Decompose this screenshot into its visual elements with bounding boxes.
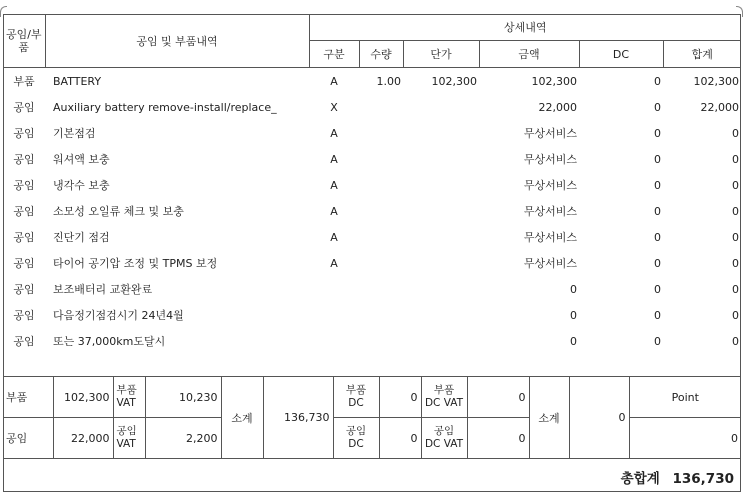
row-kind [309, 328, 359, 354]
row-kind: A [330, 74, 338, 88]
row-description: 진단기 점검 [53, 231, 110, 244]
row-amount: 0 [570, 334, 577, 348]
table-row [3, 198, 741, 224]
summary-subtotal-label: 소계 [221, 377, 263, 459]
row-description: 소모성 오일류 체크 및 보충 [53, 205, 184, 218]
row-dc: 0 [654, 308, 661, 322]
row-dc: 0 [654, 152, 661, 166]
row-amount: 무상서비스 [523, 231, 577, 244]
detail-rows [3, 68, 741, 355]
row-kind: A [330, 152, 338, 166]
row-unit-price [403, 328, 479, 354]
summary-dc-subtotal-label: 소계 [529, 377, 569, 459]
row-total: 102,300 [693, 74, 740, 88]
row-amount: 0 [570, 282, 577, 296]
row-total: 0 [732, 178, 740, 192]
grand-total [613, 467, 734, 487]
row-unit-price [403, 120, 479, 146]
row-type: 공임 [13, 179, 35, 192]
row-qty [359, 328, 403, 354]
table-row [3, 94, 741, 120]
row-description: Auxiliary battery remove-install/replace_ [53, 100, 277, 114]
summary-labor-dc-label: 공임 DC [333, 418, 379, 459]
row-unit-price [403, 198, 479, 224]
table-row [3, 276, 741, 302]
row-total: 0 [732, 282, 740, 296]
row-description: 다음정기점검시기 24년4월 [53, 309, 184, 322]
summary-parts-value: 102,300 [53, 377, 113, 418]
row-qty: 1.00 [376, 74, 401, 88]
row-type: 공임 [13, 257, 35, 270]
row-amount: 무상서비스 [523, 205, 577, 218]
summary-parts-dc-vat-value: 0 [467, 377, 529, 418]
row-type: 공임 [13, 127, 35, 140]
row-dc: 0 [654, 256, 661, 270]
row-dc: 0 [654, 126, 661, 140]
row-qty [359, 276, 403, 302]
row-type: 공임 [13, 205, 35, 218]
row-description: 타이어 공기압 조정 및 TPMS 보정 [53, 257, 218, 270]
table-row [3, 68, 741, 95]
header-details: 상세내역 [309, 14, 741, 41]
summary-parts-dc-value: 0 [379, 377, 421, 418]
row-kind: A [330, 204, 338, 218]
bottom-divider [3, 491, 741, 492]
row-type: 공임 [13, 283, 35, 296]
summary-dc-subtotal-value: 0 [569, 377, 629, 459]
row-type: 공임 [13, 335, 35, 348]
row-unit-price [403, 146, 479, 172]
row-dc: 0 [654, 230, 661, 244]
summary-parts-vat-label: 부품 VAT [113, 377, 145, 418]
summary-table [3, 376, 741, 459]
row-total: 0 [732, 152, 740, 166]
row-type: 공임 [13, 101, 35, 114]
row-amount: 0 [570, 308, 577, 322]
row-unit-price [403, 94, 479, 120]
row-qty [359, 224, 403, 250]
table-row [3, 302, 741, 328]
row-total: 22,000 [700, 100, 740, 114]
header-total: 합계 [663, 41, 741, 68]
summary-row-parts [3, 377, 741, 418]
row-amount: 무상서비스 [523, 153, 577, 166]
row-amount: 102,300 [531, 74, 577, 88]
table-row [3, 328, 741, 354]
row-description: 보조배터리 교환완료 [53, 283, 153, 296]
row-amount: 무상서비스 [523, 257, 577, 270]
summary-labor-dc-vat-label: 공임 DC VAT [421, 418, 467, 459]
grand-total-label: 총합계 [620, 471, 660, 487]
row-amount: 22,000 [538, 100, 577, 114]
grand-total-value: 136,730 [672, 471, 734, 487]
row-kind: A [330, 178, 338, 192]
row-type: 공임 [13, 153, 35, 166]
row-qty [359, 172, 403, 198]
row-kind: A [330, 256, 338, 270]
row-dc: 0 [654, 74, 661, 88]
header-unit-price: 단가 [403, 41, 479, 68]
row-dc: 0 [654, 282, 661, 296]
row-unit-price [403, 224, 479, 250]
row-kind: A [330, 126, 338, 140]
row-type: 공임 [13, 231, 35, 244]
summary-labor-dc-value: 0 [379, 418, 421, 459]
row-kind: A [330, 230, 338, 244]
row-total: 0 [732, 308, 740, 322]
summary-parts-dc-vat-label: 부품 DC VAT [421, 377, 467, 418]
summary-subtotal-value: 136,730 [263, 377, 333, 459]
detail-table [3, 14, 741, 354]
row-unit-price [403, 250, 479, 276]
summary-point-value: 0 [629, 418, 741, 459]
row-dc: 0 [654, 100, 661, 114]
row-description: 냉각수 보충 [53, 179, 110, 192]
summary-labor-vat-value: 2,200 [145, 418, 221, 459]
row-description: 기본점검 [53, 127, 96, 140]
row-qty [359, 94, 403, 120]
row-total: 0 [732, 256, 740, 270]
header-dc: DC [579, 41, 663, 68]
summary-parts-vat-value: 10,230 [145, 377, 221, 418]
header-type: 공임/부품 [3, 14, 45, 68]
row-amount: 무상서비스 [523, 127, 577, 140]
summary-labor-dc-vat-value: 0 [467, 418, 529, 459]
row-total: 0 [732, 126, 740, 140]
row-unit-price [403, 172, 479, 198]
row-unit-price: 102,300 [431, 74, 477, 88]
row-type: 부품 [13, 75, 35, 88]
header-qty: 수량 [359, 41, 403, 68]
row-description: 워셔액 보충 [53, 153, 110, 166]
row-unit-price [403, 302, 479, 328]
summary-labor-value: 22,000 [53, 418, 113, 459]
grand-total-bar [3, 458, 741, 492]
row-qty [359, 250, 403, 276]
summary-row-labor [3, 418, 741, 459]
header-description: 공임 및 부품내역 [45, 14, 309, 68]
header-amount: 금액 [479, 41, 579, 68]
row-type: 공임 [13, 309, 35, 322]
row-qty [359, 120, 403, 146]
table-row [3, 250, 741, 276]
table-row [3, 146, 741, 172]
row-dc: 0 [654, 178, 661, 192]
row-qty [359, 198, 403, 224]
header-kind: 구분 [309, 41, 359, 68]
row-total: 0 [732, 230, 740, 244]
row-description: BATTERY [53, 74, 102, 88]
row-amount: 무상서비스 [523, 179, 577, 192]
row-qty [359, 146, 403, 172]
row-kind: X [330, 100, 338, 114]
row-description: 또는 37,000km도달시 [53, 335, 166, 348]
summary-parts-label: 부품 [3, 377, 53, 418]
summary-point-label: Point [629, 377, 741, 418]
row-kind [309, 302, 359, 328]
summary-labor-label: 공임 [3, 418, 53, 459]
row-total: 0 [732, 334, 740, 348]
summary-parts-dc-label: 부품 DC [333, 377, 379, 418]
row-kind [309, 276, 359, 302]
row-dc: 0 [654, 334, 661, 348]
table-row [3, 120, 741, 146]
row-dc: 0 [654, 204, 661, 218]
row-unit-price [403, 276, 479, 302]
row-total: 0 [732, 204, 740, 218]
table-row [3, 224, 741, 250]
summary-labor-vat-label: 공임 VAT [113, 418, 145, 459]
row-qty [359, 302, 403, 328]
table-row [3, 172, 741, 198]
